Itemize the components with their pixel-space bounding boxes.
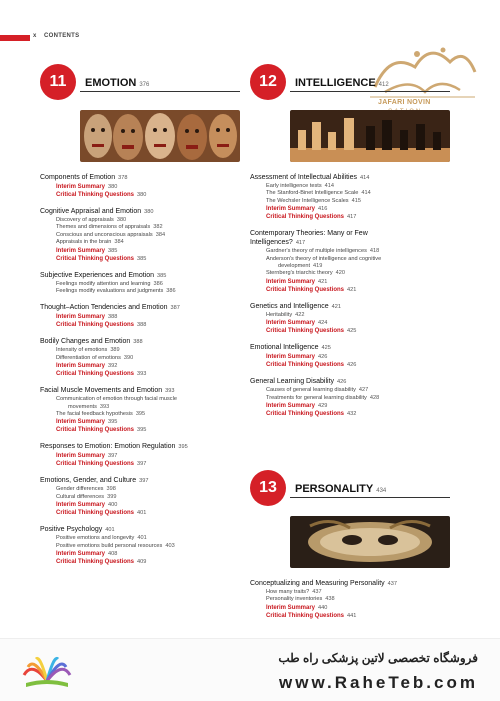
- item-page-number: 401: [137, 535, 147, 542]
- toc-section: [250, 579, 450, 620]
- toc-section: [40, 476, 240, 517]
- section-page-number: 393: [165, 388, 175, 395]
- item-text: Interim Summary: [266, 278, 316, 285]
- item-page-number: 417: [347, 214, 357, 221]
- item-page-number: 380: [108, 184, 118, 190]
- item-text: Causes of general learning disability: [266, 387, 356, 394]
- toc-feature-item[interactable]: [250, 278, 450, 286]
- toc-section: [250, 302, 450, 335]
- toc-section-title[interactable]: [250, 377, 450, 387]
- item-text: Conscious and unconscious appraisals: [56, 231, 153, 238]
- item-page-number: 380: [137, 192, 147, 198]
- toc-feature-item[interactable]: [40, 362, 240, 370]
- item-text: Interim Summary: [56, 453, 106, 460]
- chapter-13-column: [250, 470, 450, 620]
- item-page-number: 380: [116, 217, 127, 223]
- item-text: Treatments for general learning disability: [266, 394, 367, 401]
- toc-section-title[interactable]: [40, 442, 240, 452]
- item-page-number: 398: [106, 486, 116, 493]
- toc-subsection[interactable]: [250, 183, 450, 190]
- item-text: Interim Summary: [266, 604, 316, 611]
- toc-feature-item[interactable]: [40, 370, 240, 378]
- item-page-number: 386: [166, 288, 176, 295]
- item-text: Feelings modify evaluations and judgments: [56, 288, 164, 295]
- toc-subsection[interactable]: [40, 543, 240, 550]
- item-page-number: 421: [347, 286, 357, 293]
- item-text: Interim Summary: [56, 551, 106, 558]
- chapter-12-page: 412: [378, 82, 389, 88]
- section-title-text: Facial Muscle Movements and Emotion: [40, 387, 163, 395]
- toc-section-title[interactable]: [250, 302, 450, 312]
- toc-section: [40, 525, 240, 566]
- item-text: Personality inventories: [266, 596, 323, 603]
- chapter-12-title-text: INTELLIGENCE: [295, 77, 376, 89]
- chapter-13-number: 13: [250, 470, 286, 506]
- item-text: Discovery of appraisals: [56, 217, 114, 223]
- section-title-text: Genetics and Intelligence: [250, 302, 329, 310]
- item-page-number: 409: [137, 559, 147, 566]
- item-page-number: 428: [369, 394, 380, 401]
- item-text: Positive emotions build personal resources: [56, 542, 163, 549]
- item-page-number: 400: [108, 502, 118, 509]
- item-text: Critical Thinking Questions: [266, 214, 345, 221]
- toc-section-title[interactable]: [40, 525, 240, 535]
- toc-feature-item[interactable]: [40, 313, 240, 321]
- item-text: Critical Thinking Questions: [56, 461, 135, 468]
- toc-feature-item[interactable]: [250, 353, 450, 361]
- item-page-number: 386: [153, 280, 163, 287]
- toc-feature-item[interactable]: [250, 612, 450, 620]
- toc-feature-item[interactable]: [40, 247, 240, 255]
- toc-feature-item[interactable]: [40, 183, 240, 191]
- toc-section-title-cont[interactable]: [250, 238, 450, 248]
- chapter-11-number: 11: [40, 64, 76, 100]
- toc-feature-item[interactable]: [40, 191, 240, 199]
- section-page-number: 387: [170, 305, 180, 312]
- item-page-number: 408: [108, 551, 118, 558]
- page-number: x: [33, 33, 37, 39]
- item-page-number: 392: [108, 363, 118, 370]
- toc-section: [40, 442, 240, 468]
- item-text: Themes and dimensions of appraisals: [56, 224, 151, 231]
- toc-feature-item[interactable]: [250, 319, 450, 327]
- item-page-number: 390: [123, 354, 134, 361]
- item-page-number: 414: [324, 183, 334, 189]
- item-page-number: 395: [135, 411, 146, 418]
- footer-banner: [0, 638, 500, 701]
- toc-subsection[interactable]: [40, 239, 240, 246]
- toc-subsection[interactable]: [250, 395, 450, 402]
- toc-subsection[interactable]: [250, 256, 450, 263]
- item-text: Cultural differences: [56, 493, 105, 500]
- store-url-link[interactable]: www.RaheTeb.com: [279, 673, 478, 692]
- item-page-number: 420: [335, 270, 346, 277]
- item-text: Interim Summary: [266, 206, 316, 213]
- item-page-number: 437: [312, 589, 322, 595]
- item-page-number: 385: [108, 247, 118, 254]
- item-page-number: 432: [347, 411, 357, 418]
- item-text: Early intelligence tests: [266, 183, 322, 189]
- toc-subsection[interactable]: [250, 596, 450, 603]
- toc-section-title[interactable]: [250, 343, 450, 353]
- item-page-number: 422: [295, 311, 305, 318]
- item-text: Anderson's theory of intelligence and cognitive: [266, 255, 382, 262]
- chapter-13-page: 434: [376, 488, 387, 494]
- item-text: Interim Summary: [266, 320, 316, 327]
- item-text: Interim Summary: [56, 314, 106, 321]
- item-page-number: 440: [318, 604, 328, 611]
- section-title-text: Contemporary Theories: Many or Few: [250, 230, 368, 238]
- item-page-number: 414: [361, 190, 371, 197]
- red-tab-marker: [0, 35, 30, 41]
- item-text: Interim Summary: [56, 419, 106, 426]
- item-page-number: 384: [155, 231, 166, 238]
- chapter-12-number: 12: [250, 64, 286, 100]
- chapter-12-title[interactable]: [295, 77, 389, 89]
- section-title-text: Conceptualizing and Measuring Personality: [250, 580, 385, 587]
- section-page-number: 414: [360, 175, 370, 181]
- item-text: Sternberg's triarchic theory: [266, 270, 333, 277]
- item-text: Critical Thinking Questions: [56, 322, 135, 329]
- toc-section: [250, 343, 450, 369]
- item-text: Critical Thinking Questions: [266, 612, 345, 619]
- toc-section: [250, 229, 450, 294]
- item-text: Critical Thinking Questions: [56, 255, 135, 262]
- venetian-mask-photo: [290, 516, 450, 568]
- toc-subsection[interactable]: [40, 411, 240, 418]
- section-title-text: Responses to Emotion: Emotion Regulation: [40, 443, 176, 451]
- toc-feature-item[interactable]: [40, 460, 240, 468]
- item-text: Gender differences: [56, 486, 104, 493]
- toc-feature-item[interactable]: [250, 361, 450, 369]
- item-page-number: 389: [110, 347, 120, 354]
- item-text: Critical Thinking Questions: [266, 328, 345, 335]
- chapter-12-rule: [290, 91, 450, 92]
- toc-subsection[interactable]: [40, 486, 240, 493]
- toc-feature-item[interactable]: [250, 213, 450, 221]
- item-page-number: 382: [153, 224, 163, 231]
- chapter-11-page: 376: [139, 82, 150, 88]
- toc-subsection[interactable]: [250, 270, 450, 277]
- toc-feature-item[interactable]: [40, 509, 240, 517]
- toc-feature-item[interactable]: [250, 286, 450, 294]
- item-text: The Wechsler Intelligence Scales: [266, 197, 349, 204]
- item-text: Critical Thinking Questions: [56, 371, 135, 378]
- section-title-text: Subjective Experiences and Emotion: [40, 271, 155, 279]
- toc-section: [40, 207, 240, 263]
- toc-section-title[interactable]: [40, 386, 240, 396]
- item-page-number: 388: [108, 314, 118, 321]
- chapter-12-toc: [250, 173, 450, 418]
- item-page-number: 399: [107, 493, 117, 500]
- toc-subsection[interactable]: [40, 494, 240, 501]
- chapter-13-title[interactable]: [295, 483, 386, 495]
- item-text: movements: [68, 403, 97, 410]
- item-text: How many traits?: [266, 589, 310, 595]
- toc-section: [40, 173, 240, 199]
- toc-feature-item[interactable]: [40, 418, 240, 426]
- item-text: Interim Summary: [56, 502, 106, 509]
- section-title-text: Assessment of Intellectual Abilities: [250, 174, 357, 181]
- toc-section: [250, 173, 450, 221]
- watermark-line1: JAFARI NOVIN: [378, 99, 431, 106]
- toc-section-title[interactable]: [250, 579, 450, 589]
- item-text: Critical Thinking Questions: [56, 559, 135, 566]
- toc-section: [40, 386, 240, 434]
- toc-subsection[interactable]: [40, 535, 240, 542]
- item-text: Differentiation of emotions: [56, 354, 121, 361]
- chapter-11-toc: [40, 173, 240, 566]
- item-text: The facial feedback hypothesis: [56, 411, 133, 418]
- section-page-number: 378: [118, 175, 128, 181]
- item-text: Critical Thinking Questions: [266, 362, 345, 369]
- item-text: Gardner's theory of multiple intelligences: [266, 248, 367, 255]
- item-text: Feelings modify attention and learning: [56, 280, 151, 287]
- toc-subsection[interactable]: [250, 190, 450, 197]
- item-text: Interim Summary: [56, 363, 106, 370]
- chapter-11-title[interactable]: [85, 77, 149, 89]
- item-page-number: 415: [351, 197, 361, 204]
- running-head: CONTENTS: [44, 33, 80, 39]
- toc-subsection[interactable]: [40, 396, 240, 403]
- section-title-text: Positive Psychology: [40, 526, 103, 534]
- chapter-13-toc: [250, 579, 450, 620]
- item-page-number: 438: [325, 596, 335, 603]
- item-page-number: 427: [358, 387, 369, 394]
- toc-subsection[interactable]: [250, 248, 450, 255]
- item-page-number: 385: [137, 255, 147, 262]
- item-text: Communication of emotion through facial muscle: [56, 396, 177, 403]
- section-page-number: 385: [157, 272, 167, 279]
- item-page-number: 397: [137, 461, 147, 468]
- section-title-text: Cognitive Appraisal and Emotion: [40, 208, 142, 215]
- item-page-number: 393: [99, 403, 110, 410]
- item-text: Critical Thinking Questions: [56, 510, 135, 517]
- book-logo-icon: [22, 651, 72, 693]
- item-page-number: 441: [347, 612, 357, 619]
- toc-subsection[interactable]: [40, 404, 240, 411]
- item-page-number: 426: [318, 354, 328, 361]
- chapter-12-header: [250, 64, 450, 104]
- item-text: Appraisals in the brain: [56, 239, 112, 246]
- toc-subsection[interactable]: [40, 347, 240, 354]
- section-page-number: 397: [139, 478, 149, 485]
- toc-section-title[interactable]: [250, 173, 450, 183]
- masks-photo: [80, 110, 240, 162]
- item-page-number: 418: [369, 248, 380, 255]
- item-page-number: 403: [165, 542, 175, 549]
- section-page-number: 395: [178, 444, 188, 451]
- toc-section-title[interactable]: [40, 303, 240, 313]
- toc-feature-item[interactable]: [250, 410, 450, 418]
- toc-subsection[interactable]: [250, 387, 450, 394]
- section-page-number: 380: [144, 209, 154, 215]
- item-text: Interim Summary: [266, 403, 316, 410]
- section-page-number: 417: [295, 240, 306, 247]
- section-page-number: 421: [331, 303, 341, 310]
- toc-feature-item[interactable]: [40, 550, 240, 558]
- section-title-text: Bodily Changes and Emotion: [40, 338, 131, 346]
- section-title-text: Emotional Intelligence: [250, 344, 319, 352]
- toc-feature-item[interactable]: [40, 255, 240, 263]
- toc-feature-item[interactable]: [40, 501, 240, 509]
- item-text: Critical Thinking Questions: [266, 286, 345, 293]
- chapter-12-column: [250, 64, 450, 418]
- section-page-number: 426: [337, 379, 347, 386]
- item-page-number: 426: [347, 362, 357, 369]
- toc-feature-item[interactable]: [40, 558, 240, 566]
- item-page-number: 401: [137, 510, 147, 517]
- item-page-number: 419: [313, 263, 323, 270]
- chapter-13-header: [250, 470, 450, 510]
- toc-subsection[interactable]: [40, 217, 240, 224]
- chapter-11-column: [40, 64, 240, 566]
- toc-section-title[interactable]: [40, 271, 240, 281]
- item-text: Critical Thinking Questions: [56, 427, 135, 434]
- toc-section-title[interactable]: [40, 173, 240, 183]
- item-page-number: 416: [318, 206, 328, 213]
- toc-section-title[interactable]: [40, 476, 240, 486]
- item-text: Intensity of emotions: [56, 347, 108, 354]
- item-page-number: 429: [318, 403, 328, 410]
- item-text: Positive emotions and longevity: [56, 535, 135, 542]
- toc-subsection[interactable]: [40, 281, 240, 288]
- section-title-text: General Learning Disability: [250, 378, 335, 386]
- section-page-number: 388: [133, 339, 143, 346]
- toc-section: [250, 377, 450, 418]
- toc-subsection[interactable]: [40, 232, 240, 239]
- toc-feature-item[interactable]: [250, 402, 450, 410]
- toc-section-title[interactable]: [40, 207, 240, 217]
- item-page-number: 421: [318, 278, 328, 285]
- item-text: Critical Thinking Questions: [266, 411, 345, 418]
- section-page-number: 425: [321, 345, 331, 352]
- toc-feature-item[interactable]: [40, 426, 240, 434]
- toc-subsection[interactable]: [250, 589, 450, 596]
- item-page-number: 395: [108, 419, 118, 426]
- item-text: Heritability: [266, 311, 293, 318]
- section-page-number: 437: [387, 581, 397, 587]
- section-title-text: Intelligences?: [250, 239, 293, 247]
- toc-section: [40, 337, 240, 378]
- toc-feature-item[interactable]: [40, 321, 240, 329]
- toc-feature-item[interactable]: [40, 452, 240, 460]
- chapter-13-rule: [290, 497, 450, 498]
- item-text: Interim Summary: [266, 354, 316, 361]
- item-text: Interim Summary: [56, 184, 106, 190]
- chapter-13-title-text: PERSONALITY: [295, 483, 374, 495]
- item-page-number: 388: [137, 322, 147, 329]
- toc-feature-item[interactable]: [250, 604, 450, 612]
- store-name-persian: فروشگاه تخصصی لاتین پزشکی راه طب: [278, 651, 478, 665]
- toc-subsection[interactable]: [250, 312, 450, 319]
- section-title-text: Components of Emotion: [40, 174, 116, 181]
- section-title-text: Emotions, Gender, and Culture: [40, 477, 137, 485]
- toc-subsection[interactable]: [250, 263, 450, 270]
- toc-section: [40, 271, 240, 296]
- toc-feature-item[interactable]: [250, 327, 450, 335]
- toc-subsection[interactable]: [250, 198, 450, 205]
- toc-section-title[interactable]: [250, 229, 450, 238]
- toc-subsection[interactable]: [40, 224, 240, 231]
- item-page-number: 395: [137, 427, 147, 434]
- item-page-number: 397: [108, 453, 118, 460]
- item-page-number: 393: [137, 371, 147, 378]
- item-page-number: 424: [318, 320, 328, 327]
- item-text: Critical Thinking Questions: [56, 192, 135, 198]
- chapter-11-rule: [80, 91, 240, 92]
- toc-feature-item[interactable]: [250, 205, 450, 213]
- toc-subsection[interactable]: [40, 288, 240, 295]
- item-page-number: 384: [114, 239, 124, 246]
- item-text: Interim Summary: [56, 247, 106, 254]
- chapter-11-title-text: EMOTION: [85, 77, 137, 89]
- section-title-text: Thought–Action Tendencies and Emotion: [40, 304, 168, 312]
- toc-section-title[interactable]: [40, 337, 240, 347]
- toc-section: [40, 303, 240, 329]
- section-page-number: 401: [105, 527, 115, 534]
- item-text: development: [278, 263, 311, 270]
- chess-photo: [290, 110, 450, 162]
- toc-subsection[interactable]: [40, 355, 240, 362]
- item-page-number: 425: [347, 328, 357, 335]
- chapter-11-header: [40, 64, 240, 104]
- item-text: The Stanford-Binet Intelligence Scale: [266, 190, 359, 197]
